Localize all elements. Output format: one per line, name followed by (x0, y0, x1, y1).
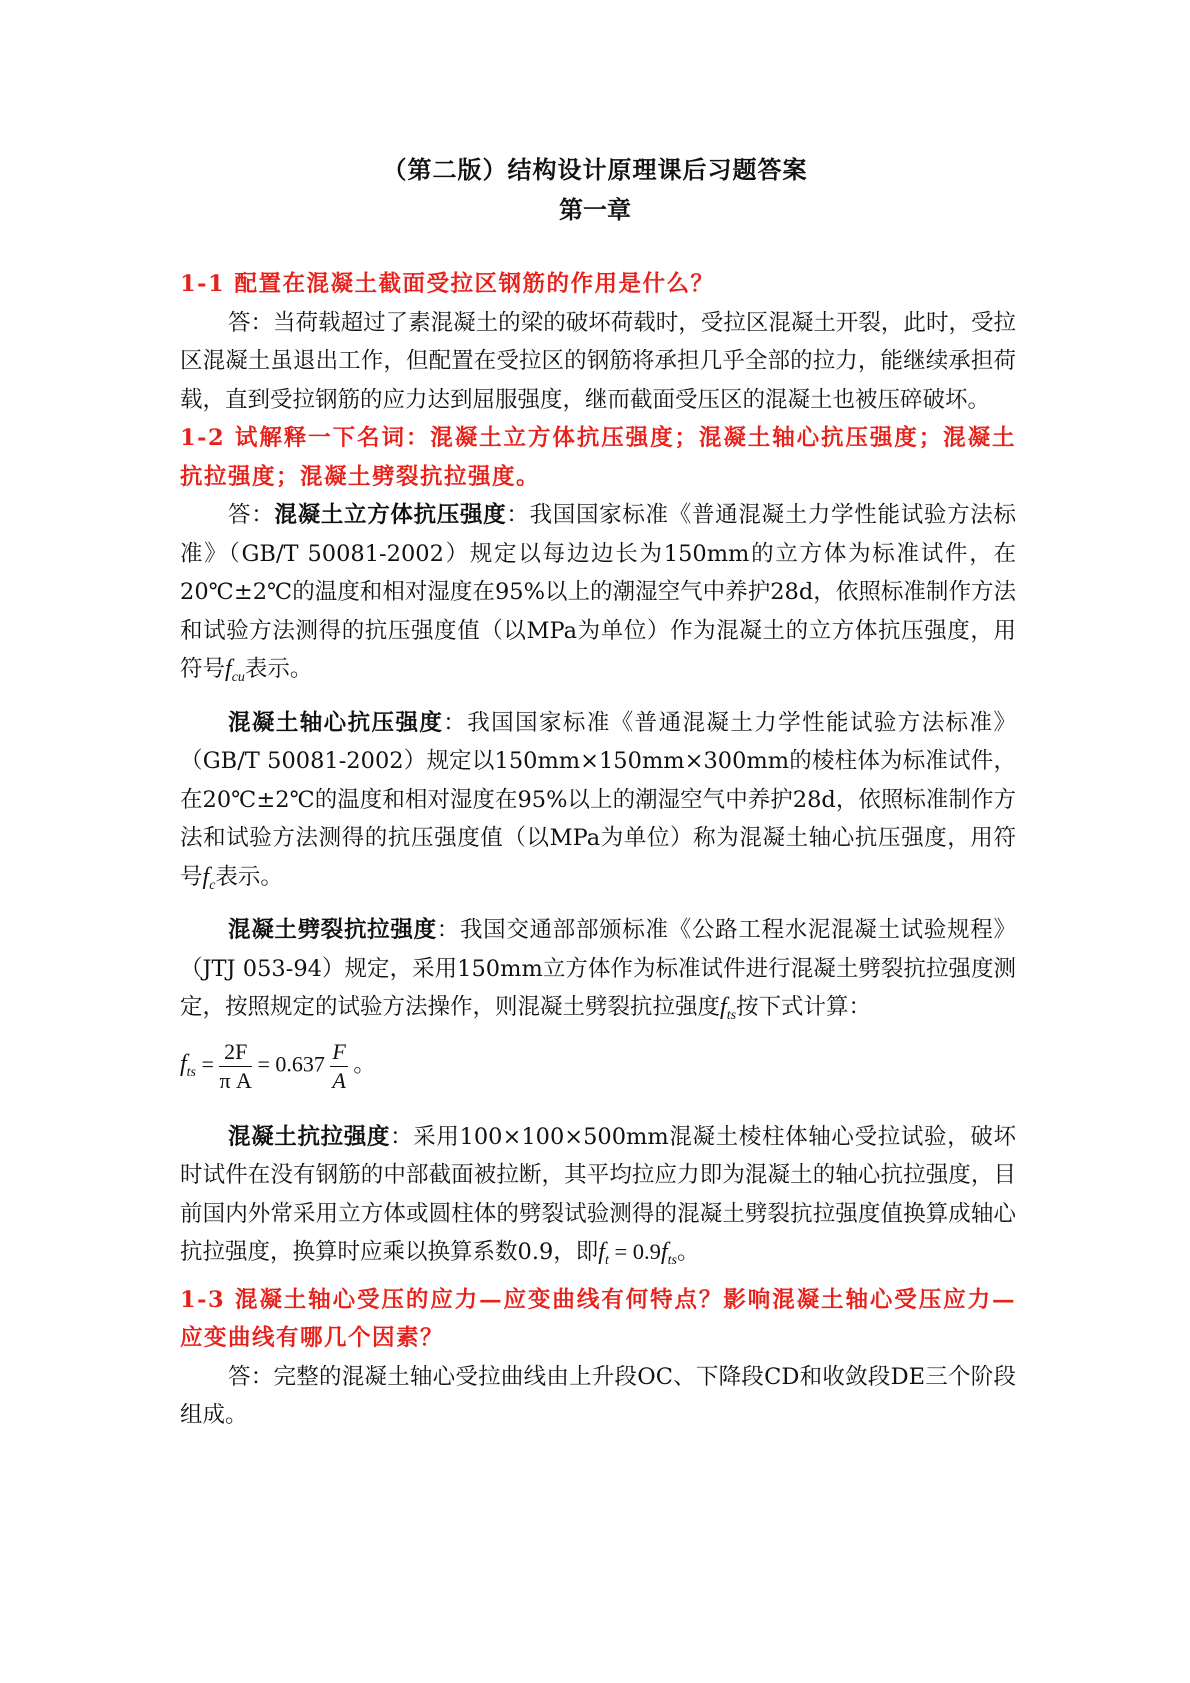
symbol-fts: $f_{ts}$ (720, 994, 737, 1023)
term-axial-strength: 混凝土轴心抗压强度 (228, 709, 444, 736)
formula-coefficient: = 0.637 (257, 1051, 325, 1077)
formula-fraction-2 (330, 1038, 347, 1095)
cube-strength-text: ：我国国家标准《普通混凝土力学性能试验方法标准》（GB/T 50081-2002）规定以每边边长为150mm的立方体为标准试件，在20℃±2℃的温度和相对湿度在95%以上的潮湿空气中养护28d，依照标准制作方法和试验方法测得的抗压强度值（以MPa为单位）作为混凝土的立方体抗压强度，用符号 (180, 502, 1016, 682)
chapter-heading: 第一章 (559, 195, 631, 224)
question-1-1: 1-1 配置在混凝土截面受拉区钢筋的作用是什么？ (180, 271, 715, 297)
answer-cube-strength (180, 496, 1016, 698)
answer-axial-strength (180, 704, 1016, 906)
symbol-ft: $f_t$ (598, 1239, 609, 1268)
fraction-2-numerator: F (330, 1038, 347, 1067)
question-1-3: 1-3 混凝土轴心受压的应力—应变曲线有何特点？影响混凝土轴心受压应力—应变曲线有哪几个因素？ (180, 1286, 1016, 1351)
tensile-coefficient: = 0.9 (608, 1239, 661, 1264)
fraction-1-numerator: 2F (219, 1038, 252, 1067)
symbol-fc: $f_c$ (202, 863, 216, 893)
formula-lhs: $f_{ts}$ (180, 1051, 197, 1081)
document-body (180, 265, 1016, 1435)
term-cube-strength: 混凝土立方体抗压强度 (274, 502, 507, 528)
formula-equals: = (201, 1051, 214, 1077)
axial-strength-text: ：我国国家标准《普通混凝土力学性能试验方法标准》（GB/T 50081-2002）规定以150mm×150mm×300mm的棱柱体为标准试件，在20℃±2℃的温度和相对湿度在95%以上的潮湿空气中养护28d，依照标准制作方法和试验方法测得的抗压强度值（以MPa为单位）称为混凝土轴心抗压强度，用符号 (180, 709, 1016, 890)
term-splitting-strength: 混凝土劈裂抗拉强度 (228, 917, 437, 943)
splitting-formula (180, 1038, 1016, 1114)
fraction-1-denominator: π A (219, 1067, 252, 1093)
symbol-fts-2: $f_{ts}$ (660, 1239, 677, 1268)
axial-strength-end: 表示。 (215, 863, 283, 890)
formula-fraction-1 (219, 1038, 252, 1095)
splitting-strength-end: 按下式计算： (736, 994, 872, 1020)
question-1-2: 1-2 试解释一下名词：混凝土立方体抗压强度；混凝土轴心抗压强度；混凝土抗拉强度；混凝土劈裂抗拉强度。 (180, 425, 1016, 490)
tensile-strength-end: 。 (676, 1239, 700, 1265)
document-title: （第二版）结构设计原理课后习题答案 (382, 155, 808, 184)
term-tensile-strength: 混凝土抗拉强度 (228, 1123, 391, 1150)
symbol-fcu: $f_{cu}$ (225, 656, 245, 685)
answer-tensile-strength (180, 1118, 1016, 1281)
answer-splitting-strength (180, 911, 1016, 1036)
splitting-strength-text: ：我国交通部部颁标准《公路工程水泥混凝土试验规程》（JTJ 053-94）规定，采用150mm立方体作为标准试件进行混凝土劈裂抗拉强度测定，按照规定的试验方法操作，则混凝土劈裂抗拉强度 (180, 917, 1016, 1020)
answer-1-3: 答：完整的混凝土轴心受拉曲线由上升段OC、下降段CD和收敛段DE三个阶段组成。 (180, 1363, 1016, 1428)
formula-end: 。 (353, 1051, 376, 1077)
tensile-strength-text: ：采用100×100×500mm混凝土棱柱体轴心受拉试验，破坏时试件在没有钢筋的中部截面被拉断，其平均拉应力即为混凝土的轴心抗拉强度，目前国内外常采用立方体或圆柱体的劈裂试验测得的混凝土劈裂抗拉强度值换算成轴心抗拉强度，换算时应乘以换算系数0.9，即 (180, 1123, 1016, 1265)
answer-prefix: 答： (228, 502, 275, 528)
fraction-2-denominator: A (332, 1067, 346, 1093)
answer-1-1: 答：当荷载超过了素混凝土的梁的破坏荷载时，受拉区混凝土开裂，此时，受拉区混凝土虽退出工作，但配置在受拉区的钢筋将承担几乎全部的拉力，能继续承担荷载，直到受拉钢筋的应力达到屈服强度，继而截面受压区的混凝土也被压碎破坏。 (180, 309, 1016, 413)
cube-strength-end: 表示。 (244, 656, 313, 682)
